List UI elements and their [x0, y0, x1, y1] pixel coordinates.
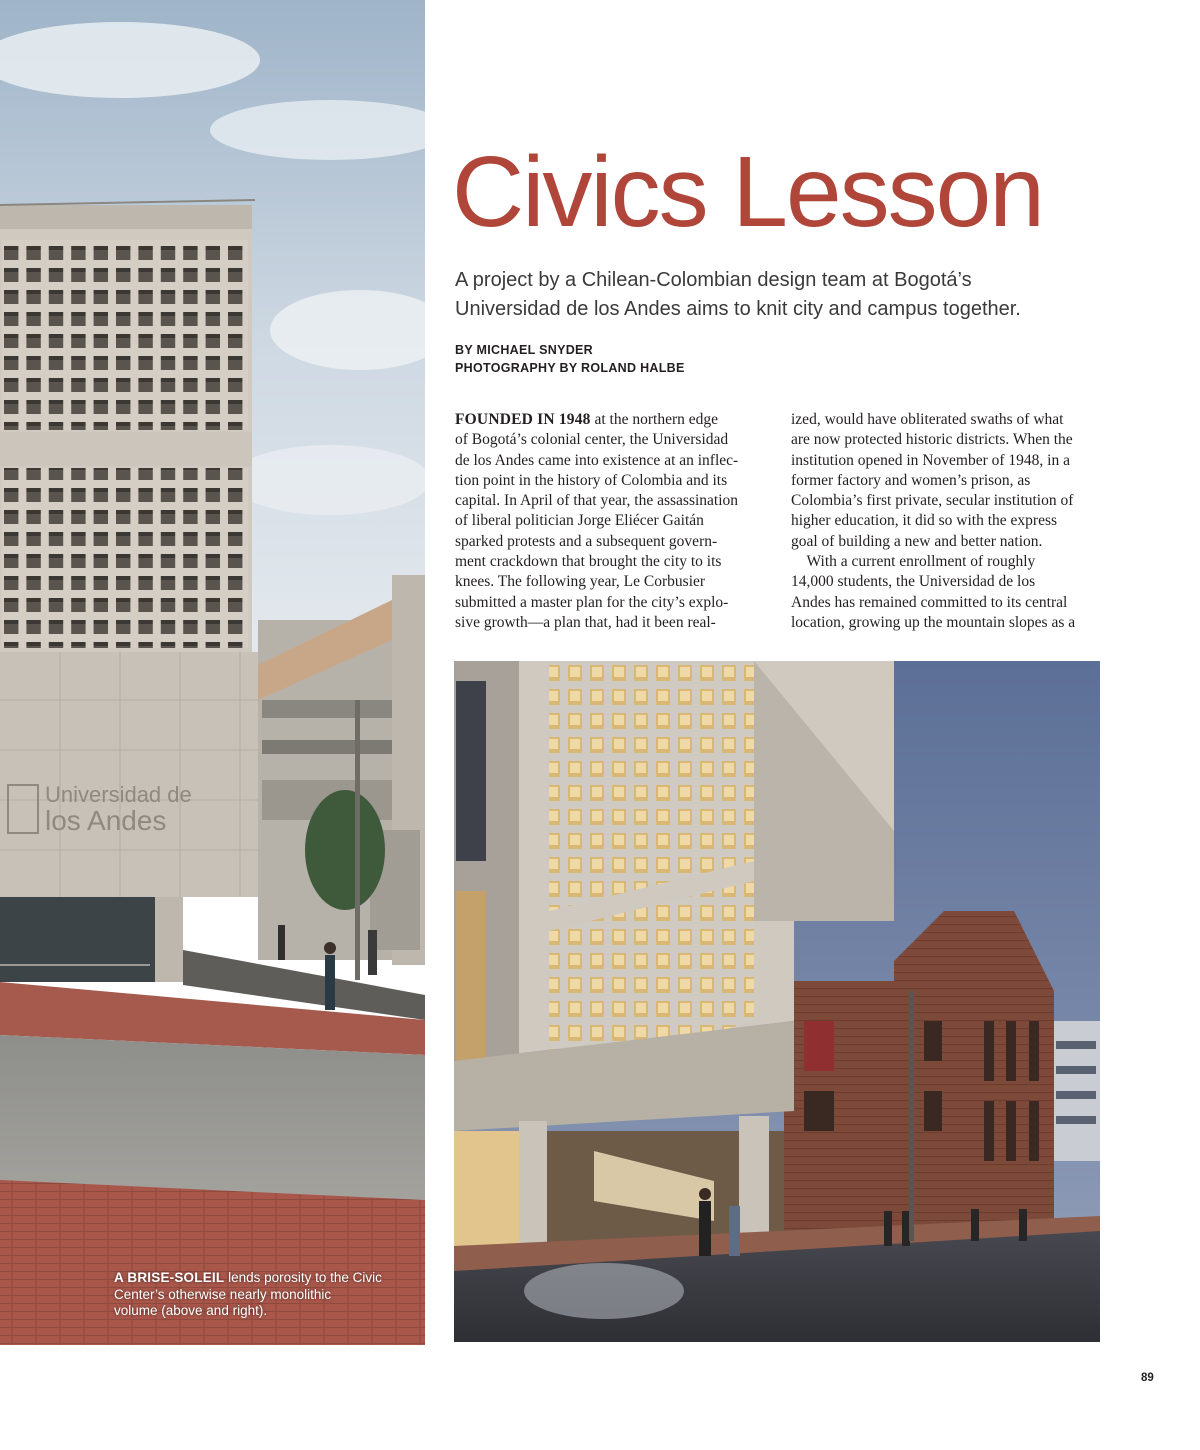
- body-line: sive growth—a plan that, had it been real-: [455, 613, 716, 631]
- body-line: former factory and women’s prison, as: [791, 471, 1031, 489]
- deck-line-2: Universidad de los Andes aims to knit city and campus together.: [455, 298, 1021, 320]
- caption-line-3: volume (above and right).: [114, 1303, 268, 1318]
- byline-photographer: PHOTOGRAPHY BY ROLAND HALBE: [455, 361, 685, 375]
- body-column-1: [455, 410, 765, 633]
- body-line: goal of building a new and better nation.: [791, 532, 1043, 550]
- right-photograph: [454, 661, 1100, 1342]
- caption-line-2: Center’s otherwise nearly monolithic: [114, 1286, 332, 1302]
- body-line: of liberal politician Jorge Eliécer Gaitán: [455, 512, 704, 530]
- caption-lead: A BRISE-SOLEIL: [114, 1270, 225, 1285]
- body-line: 14,000 students, the Universidad de los: [791, 573, 1036, 591]
- body-line: capital. In April of that year, the assassination: [455, 492, 739, 510]
- body-line: knees. The following year, Le Corbusier: [455, 573, 706, 591]
- article-title: Civics Lesson: [452, 136, 1043, 248]
- lead-in: FOUNDED IN 1948: [455, 411, 591, 428]
- body-line: ment crackdown that brought the city to its: [455, 553, 722, 571]
- body-line: institution opened in November of 1948, in a: [791, 451, 1070, 469]
- body-line: location, growing up the mountain slopes as a: [791, 613, 1076, 631]
- body-line: de los Andes came into existence at an inflec-: [455, 451, 739, 469]
- page-number: 89: [1141, 1372, 1154, 1384]
- body-line: tion point in the history of Colombia and its: [455, 471, 728, 489]
- byline: [455, 341, 685, 377]
- left-sign-text-2: los Andes: [45, 805, 167, 836]
- body-line: Andes has remained committed to its central: [791, 593, 1068, 611]
- body-line: Colombia’s first private, secular institution of: [791, 492, 1074, 510]
- caption-line-1: lends porosity to the Civic: [224, 1270, 382, 1285]
- body-line: sparked protests and a subsequent govern-: [455, 532, 718, 550]
- body-line: of Bogotá’s colonial center, the Universidad: [455, 431, 729, 449]
- photo-caption: [114, 1270, 414, 1320]
- byline-author: BY MICHAEL SNYDER: [455, 343, 593, 357]
- body-line: With a current enrollment of roughly: [791, 553, 1036, 571]
- left-photograph: [0, 0, 425, 1345]
- body-line: submitted a master plan for the city’s explo-: [455, 593, 729, 611]
- body-line: ized, would have obliterated swaths of what: [791, 411, 1064, 428]
- body-line: are now protected historic districts. When the: [791, 431, 1073, 449]
- left-sign-text-1: Universidad de: [45, 782, 192, 807]
- body-column-2: [791, 410, 1101, 633]
- body-line: higher education, it did so with the express: [791, 512, 1058, 530]
- article-deck: [455, 266, 1095, 324]
- body-line: FOUNDED IN 1948 at the northern edge: [455, 411, 719, 428]
- deck-line-1: A project by a Chilean-Colombian design team at Bogotá’s: [455, 269, 972, 291]
